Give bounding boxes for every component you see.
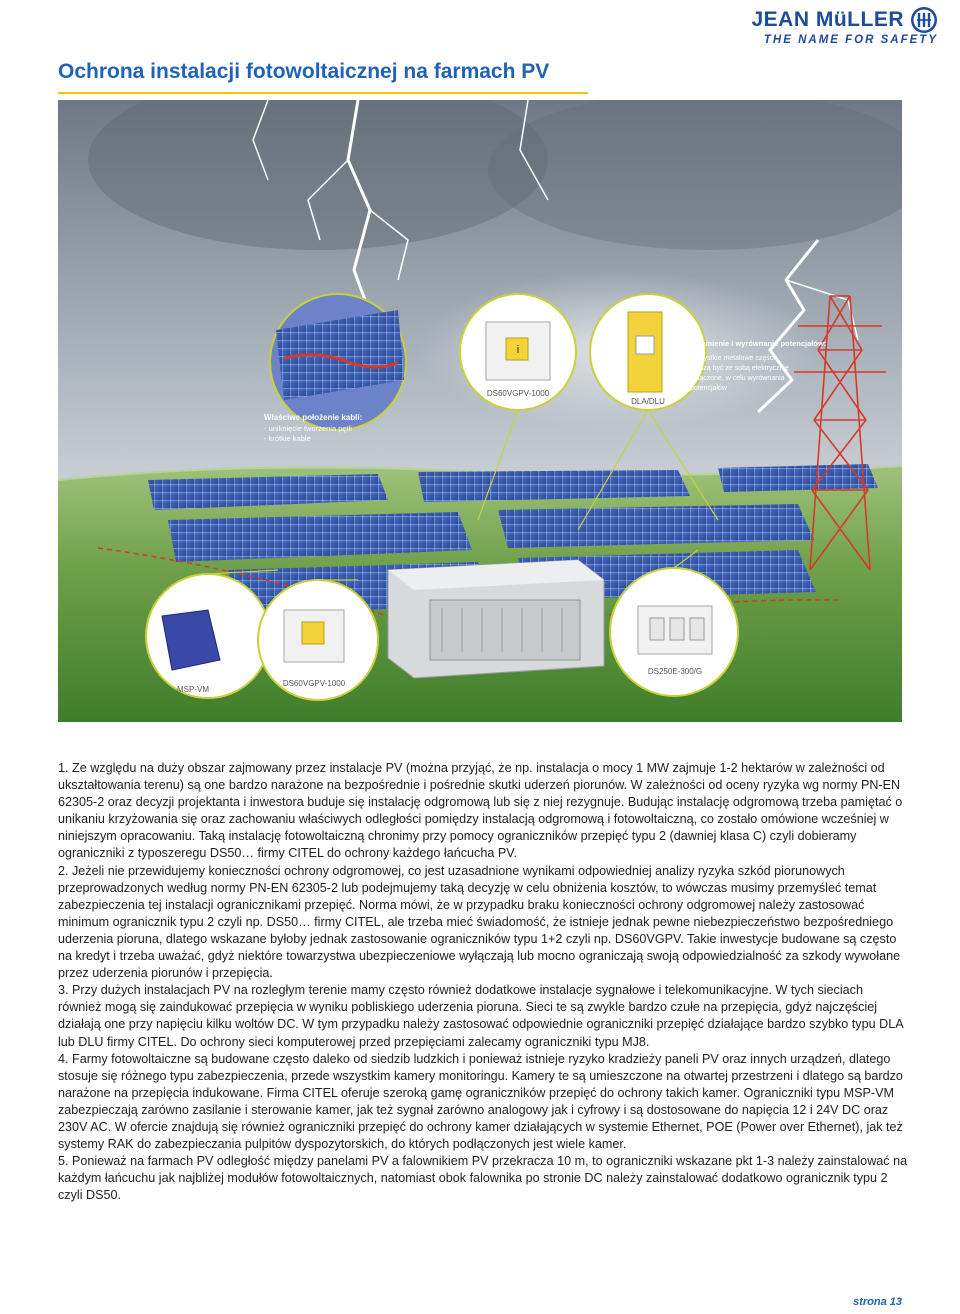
callout-grounding-title: Uziemienie i wyrównanie potencjałów: [690,339,827,348]
paragraph-1: 1. Ze względu na duży obszar zajmowany przez instalacje PV (można przyjąć, że np. instalacja o mocy 1 MW zajmuje 1-2 hektarów w zależności od ukształtowania terenu) są one bardzo narażone na bezpośrednie i pośrednie skutki uderzeń piorunów. W zależności od oceny ryzyka wg normy PN-EN 62305-2 oraz decyzji projektanta i inwestora buduje się instalację odgromową lub się z niej rezygnuje. Budując instalację odgromową trzeba pamiętać o unikaniu krzyżowania się oraz zachowaniu właściwych odległości pomiędzy instalacją odgromową i fotowoltaiczną, co zostało omówione wcześniej w niniejszym opracowaniu. Taką instalację fotowoltaiczną chronimy przy pomocy ograniczników przepięć typu 2 (dawniej klasa C) czyli dobieramy ograniczniki z typoszeregu DS50… firmy CITEL do ochrony każdego łańcucha PV. [58,761,903,861]
callout-cables-line-1: - uniknięcie tworzenia pętli [264,424,352,433]
brand-name: JEAN MüLLER [751,8,904,31]
svg-text:i: i [516,344,520,356]
page-title: Ochrona instalacji fotowoltaicznej na farmach PV [58,60,550,83]
callout-grounding-line-1: Wszystkie metalowe części [690,355,775,362]
bottom-box-label: MSP-VM [177,685,209,694]
paragraph-4: 4. Farmy fotowoltaiczne są budowane często daleko od siedzib ludzkich i ponieważ istnieje ryzyko kradzieży paneli PV oraz innych urządzeń, dlatego stosuje się różnego typu zabezpieczenia, przede wszystkim kamery monitoringu. Kamery te są umieszczone na otwartej przestrzeni i dlatego są bardzo narażone na przepięcia indukowane. Firma CITEL oferuje szeroką gamę ograniczników przepięć do ochrony takich kamer. Ograniczniki typu MSP-VM zabezpieczają zarówno zasilanie i sterowanie kamer, jak też sygnał zarówno analogowy jak i cyfrowy i są dostosowane do napięcia 12 i 24V DC oraz 230V AC. W ofercie znajdują się również ograniczniki przepięć do ochrony kamer działających w systemie Ethernet, POE (Power over Ethernet), jak też systemy RAK do zabezpieczania pulpitów dyspozytorskich, do których podłączonych jest wiele kamer. [58,1051,903,1152]
pv-farm-scene [58,100,902,722]
spd-device-rail [628,312,665,406]
pv-farm-illustration [58,100,902,722]
bottom-spd-label: DS60VGPV-1000 [282,679,346,688]
brand-emblem-icon [910,6,938,34]
brand-logo [752,6,939,46]
paragraph-2: 2. Jeżeli nie przewidujemy konieczności ochrony odgromowej, co jest uzasadnione wynikami odpowiedniej analizy ryzyka szkód piorunowych przeprowadzonych według normy PN-EN 62305-2 lub podejmujemy taką decyzję w celu obniżenia kosztów, to wówczas musimy przemyśleć temat zabezpieczenia tej instalacji ogranicznikami przepięć. Norma mówi, że w przypadku braku konieczności ochrony odgromowej należy zastosować minimum ogranicznik typu 2 czyli np. DS50… firmy CITEL, ale trzeba mieć świadomość, że istnieje jednak pewne niebezpieczeństwo bezpośredniego uderzenia pioruna, dlatego wskazane byłoby jednak zastosowanie ograniczników typu 1+2 czyli np. DS60VGPV. Takie inwestycje budowane są często na kredyt i trzeba uważać, gdyż niektóre towarzystwa ubezpieczeniowe wyłączają lub mocno ograniczają swoją odpowiedzialność za szkody wywołane przez uderzenia piorunów i przepięcia. [58,863,901,981]
page-number: strona 13 [853,1296,902,1308]
paragraph-3: 3. Przy dużych instalacjach PV na rozległym terenie mamy często również dodatkowe instalacje sygnałowe i telekomunikacyjne. W tych sieciach również mogą się zaindukować przepięcia w wyniku pobliskiego uderzenia pioruna. Sieci te są zwykle bardzo czułe na przepięcia, gdyż najczęściej działają one przy napięciu kilku woltów DC. W tym przypadku należy zastosować odpowiednie ograniczniki przepięć działające bardzo szybko typu DLA lub DLU firmy CITEL. Do ochrony sieci komputerowej przed przepięciami zalecamy ograniczniki typu MJ8. [58,983,903,1049]
right-spd-label: DS250E-300/G [647,667,703,676]
title-underline [58,92,588,94]
rail-spd-label: DLA/DLU [631,397,665,406]
callout-grounding-line-2: muszą być ze sobą elektrycznie [690,365,789,372]
callout-grounding-line-3: połączone, w celu wyrównania [690,375,785,382]
paragraph-5: 5. Ponieważ na farmach PV odległość między panelami PV a falownikiem PV przekracza 10 m, to ograniczniki wskazane pkt 1-3 należy zainstalować na każdym łańcuchu jak najbliżej modułów fotowoltaicznych, natomiast obok falownika po stronie DC należy zainstalować dodatkowo ogranicznik typu 2 czyli DS50. [58,1154,908,1203]
callout-grounding-line-4: potencjałów [690,385,727,392]
brand-tagline: THE NAME FOR SAFETY [763,34,938,46]
callout-cables-line-2: - krótkie kable [264,434,311,443]
inverter-station [388,560,604,678]
callout-cables-title: Właściwe położenie kabli: [264,413,363,422]
mid-spd-label: DS60VGPV-1000 [486,389,550,398]
body-text [58,760,908,1204]
